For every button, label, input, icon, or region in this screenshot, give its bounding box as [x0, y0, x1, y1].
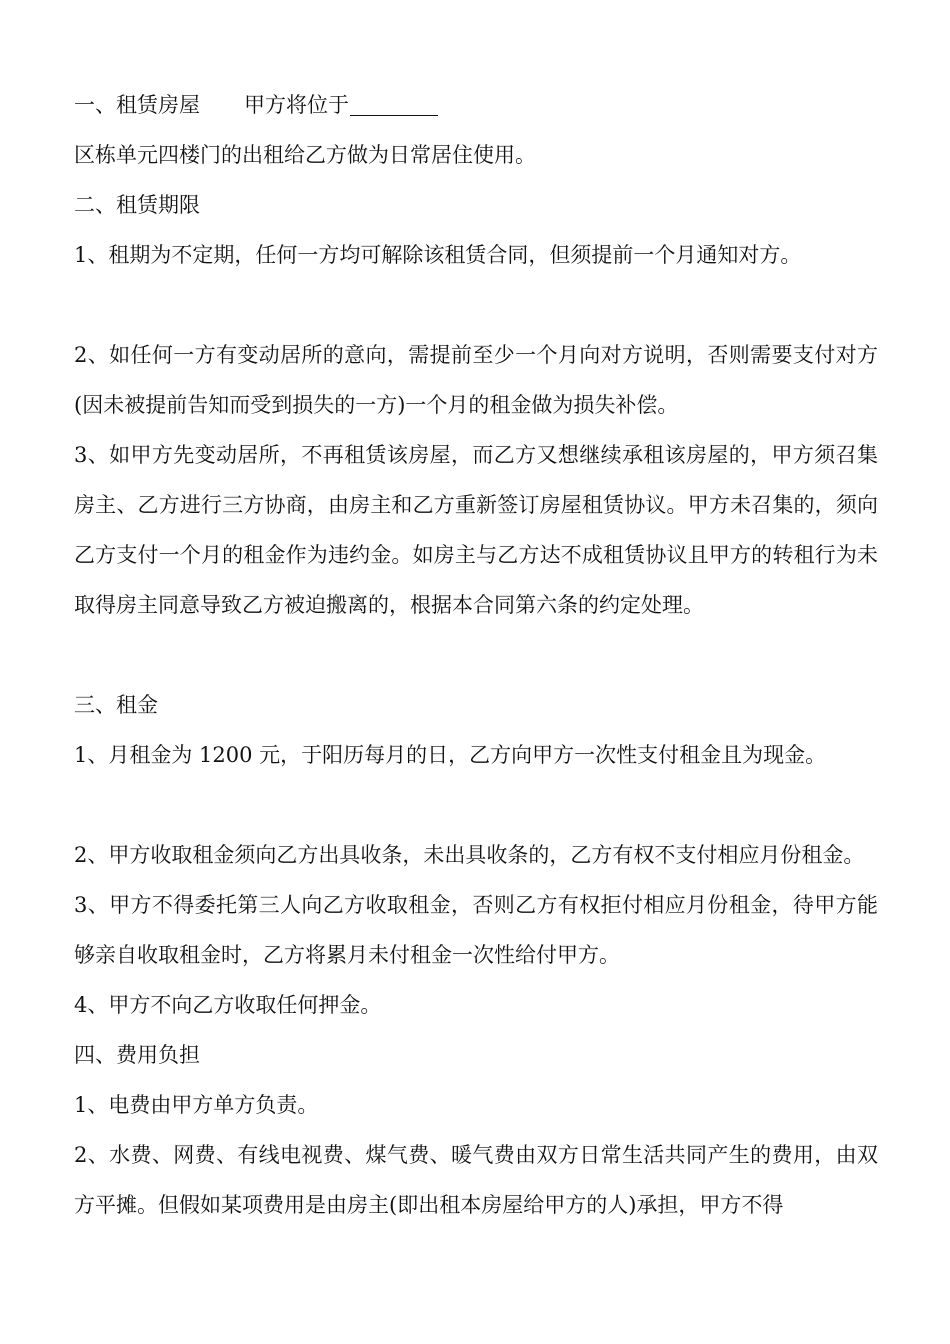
- section-one-continuation: [74, 130, 878, 180]
- section-two-heading: 二、租赁期限: [74, 193, 200, 217]
- section-one-text-after-blank: 区栋单元四楼门的出租给乙方做为日常居住使用。: [74, 143, 536, 167]
- section-four-item-1: 1、电费由甲方单方负责。: [74, 1093, 319, 1117]
- paragraph-gap: [74, 780, 878, 830]
- section-one-row: [74, 80, 878, 130]
- section-three-heading: 三、租金: [74, 693, 158, 717]
- paragraph-gap: [74, 630, 878, 680]
- paragraph-gap: [74, 280, 878, 330]
- section-four-heading: 四、费用负担: [74, 1043, 200, 1067]
- document-content: [74, 80, 878, 1230]
- section-three-item-4: 4、甲方不向乙方收取任何押金。: [74, 993, 382, 1017]
- section-two-item-3: 3、如甲方先变动居所，不再租赁该房屋，而乙方又想继续承租该房屋的，甲方须召集房主、乙方进行三方协商，由房主和乙方重新签订房屋租赁协议。甲方未召集的，须向乙方支付一个月的租金作为违约金。如房主与乙方达不成租赁协议且甲方的转租行为未取得房主同意导致乙方被迫搬离的，根据本合同第六条的约定处理。: [74, 443, 878, 617]
- section-two-item-1: 1、租期为不定期，任何一方均可解除该租赁合同，但须提前一个月通知对方。: [74, 243, 802, 267]
- section-one-heading: 一、租赁房屋: [74, 93, 200, 117]
- section-three-item-3: 3、甲方不得委托第三人向乙方收取租金，否则乙方有权拒付相应月份租金，待甲方能够亲自收取租金时，乙方将累月未付租金一次性给付甲方。: [74, 893, 878, 967]
- address-blank-line: [350, 93, 438, 116]
- section-one-text-before-blank: 甲方将位于: [244, 93, 349, 117]
- section-four-item-2: 2、水费、网费、有线电视费、煤气费、暖气费由双方日常生活共同产生的费用，由双方平摊。但假如某项费用是由房主(即出租本房屋给甲方的人)承担，甲方不得: [74, 1143, 878, 1217]
- section-two-item-2: 2、如任何一方有变动居所的意向，需提前至少一个月向对方说明，否则需要支付对方(因未被提前告知而受到损失的一方)一个月的租金做为损失补偿。: [74, 343, 878, 417]
- section-three-item-1: 1、月租金为 1200 元，于阳历每月的日，乙方向甲方一次性支付租金且为现金。: [74, 743, 827, 767]
- section-three-item-2: 2、甲方收取租金须向乙方出具收条，未出具收条的，乙方有权不支付相应月份租金。: [74, 843, 865, 867]
